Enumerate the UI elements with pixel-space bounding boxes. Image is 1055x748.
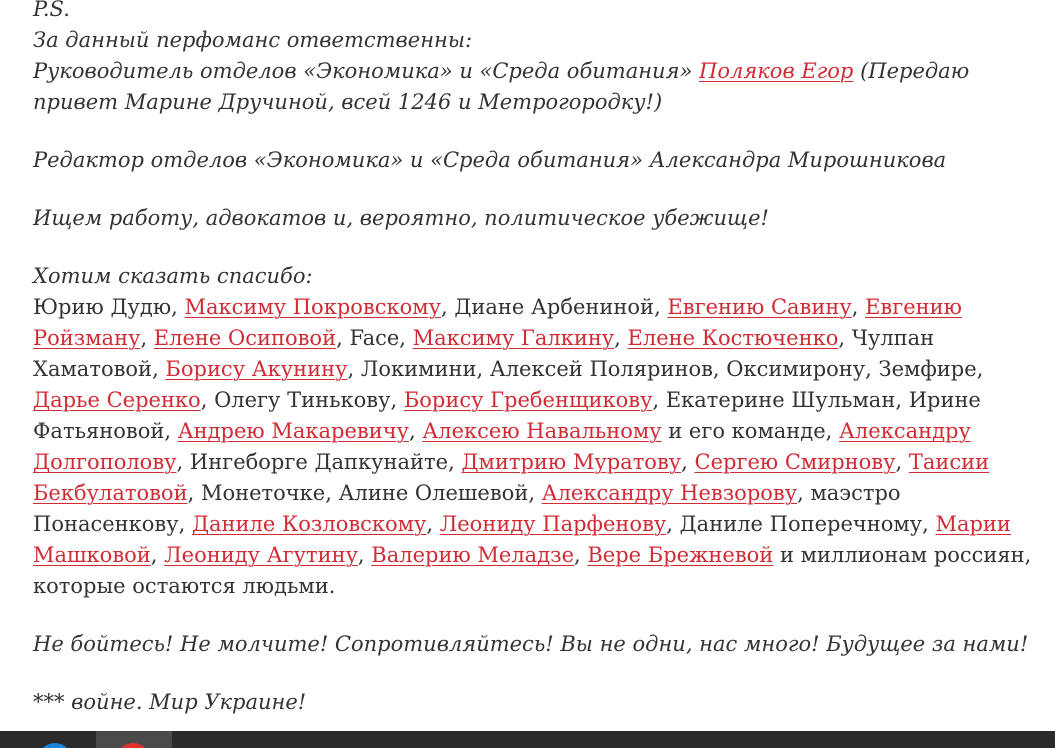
thanks-person-link[interactable]: Максиму Галкину: [412, 326, 615, 350]
editor-line: Редактор отделов «Экономика» и «Среда обитания» Александра Мирошникова: [33, 148, 947, 172]
head-name-link[interactable]: Поляков Егор: [699, 59, 854, 83]
head-note: (Передаю привет Марине Дручиной, всей 1246 и Метрогородку!): [33, 59, 970, 114]
thanks-person: Диане Арбениной: [454, 295, 655, 319]
thanks-person-suffix: и его команде: [661, 419, 826, 443]
thanks-person-link[interactable]: Таисии Бекбулатовой: [33, 450, 990, 505]
thanks-person: Чулпан Хаматовой: [33, 326, 935, 381]
final-line: *** войне. Мир Украине!: [33, 690, 307, 714]
thanks-person-link[interactable]: Леониду Агутину: [164, 543, 358, 567]
thanks-person-link[interactable]: Марии Машковой: [33, 512, 1011, 567]
search-line: Ищем работу, адвокатов и, вероятно, политическое убежище!: [33, 206, 769, 230]
thanks-person: Ирине Фатьяновой: [33, 388, 981, 443]
thanks-person-link[interactable]: Евгению Савину: [667, 295, 852, 319]
thanks-person-link[interactable]: Александру Долгополову: [33, 419, 971, 474]
thanks-person-link[interactable]: Елене Костюченко: [627, 326, 839, 350]
thanks-person-link[interactable]: Даниле Козловскому: [191, 512, 427, 536]
article-body: [33, 0, 1033, 745]
thanks-block: [33, 261, 1033, 602]
thanks-person-link[interactable]: Вере Брежневой: [587, 543, 774, 567]
thanks-person-link[interactable]: Борису Гребенщикову: [403, 388, 653, 412]
thanks-person: Юрию Дудю: [33, 295, 172, 319]
thanks-person-link[interactable]: Евгению Ройзману: [33, 295, 962, 350]
thanks-person-link[interactable]: Александру Невзорову: [541, 481, 798, 505]
thanks-person-link[interactable]: Сергею Смирнову: [694, 450, 896, 474]
responsible-heading: За данный перфоманс ответственны:: [33, 28, 473, 52]
thanks-person: Монеточке: [200, 481, 326, 505]
thanks-person: Даниле Поперечному: [679, 512, 923, 536]
browser-icon[interactable]: [38, 743, 72, 748]
thanks-person-link[interactable]: Дарье Серенко: [33, 388, 201, 412]
thanks-person-link[interactable]: Леониду Парфенову: [439, 512, 667, 536]
thanks-person-link[interactable]: Валерию Меладзе: [371, 543, 575, 567]
thanks-person: Оксимирону: [726, 357, 866, 381]
thanks-person-link[interactable]: Алексею Навальному: [422, 419, 662, 443]
thanks-person-link[interactable]: Дмитрию Муратову: [461, 450, 682, 474]
thanks-person-link[interactable]: Андрею Макаревичу: [177, 419, 409, 443]
thanks-closing: и миллионам россиян, которые остаются людьми.: [33, 543, 1032, 598]
call-line: Не бойтесь! Не молчите! Сопротивляйтесь! Вы не одни, нас много! Будущее за нами!: [33, 632, 1029, 656]
thanks-person: Олегу Тинькову: [214, 388, 391, 412]
thanks-person-link[interactable]: Максиму Покровскому: [184, 295, 441, 319]
thanks-person: Локимини: [360, 357, 477, 381]
ps-block: [33, 0, 1033, 118]
ps-title: P.S.: [33, 0, 70, 21]
taskbar: [0, 731, 1055, 748]
thanks-person: Земфире: [878, 357, 977, 381]
thanks-list: Юрию Дудю, Максиму Покровскому, Диане Арбениной, Евгению Савину, Евгению Ройзману, Елене Осиповой, Face, Максиму Галкину, Елене Костюченко, Чулпан Хаматовой, Борису Акунину, Локимини, Алексей Поляринов, Оксимирону, Земфире, Дарье Серенко, Олегу Тинькову, Борису Гребенщикову, Екатерине Шульман, Ирине Фатьяновой, Андрею Макаревичу, Алексею Навальному и его команде, Александру Долгополову, Ингеборге Дапкунайте, Дмитрию Муратову, Сергею Смирнову, Таисии Бекбулатовой, Монеточке, Алине Олешевой, Александру Невзорову, маэстро Понасенкову, Даниле Козловскому, Леониду Парфенову, Даниле Поперечному, Марии Машковой, Леониду Агутину, Валерию Меладзе, Вере Брежневой и миллионам россиян, которые остаются людьми.: [33, 295, 1032, 598]
thanks-heading: Хотим сказать спасибо:: [33, 264, 313, 288]
thanks-person: Алексей Поляринов: [489, 357, 713, 381]
head-role: Руководитель отделов «Экономика» и «Среда обитания»: [33, 59, 693, 83]
thanks-person: Екатерине Шульман: [665, 388, 896, 412]
thanks-person: Ингеборге Дапкунайте: [189, 450, 449, 474]
thanks-person: Алине Олешевой: [338, 481, 529, 505]
thanks-person: маэстро Понасенкову: [33, 481, 901, 536]
thanks-person-link[interactable]: Елене Осиповой: [153, 326, 337, 350]
thanks-person-link[interactable]: Борису Акунину: [165, 357, 348, 381]
thanks-person: Face: [349, 326, 400, 350]
